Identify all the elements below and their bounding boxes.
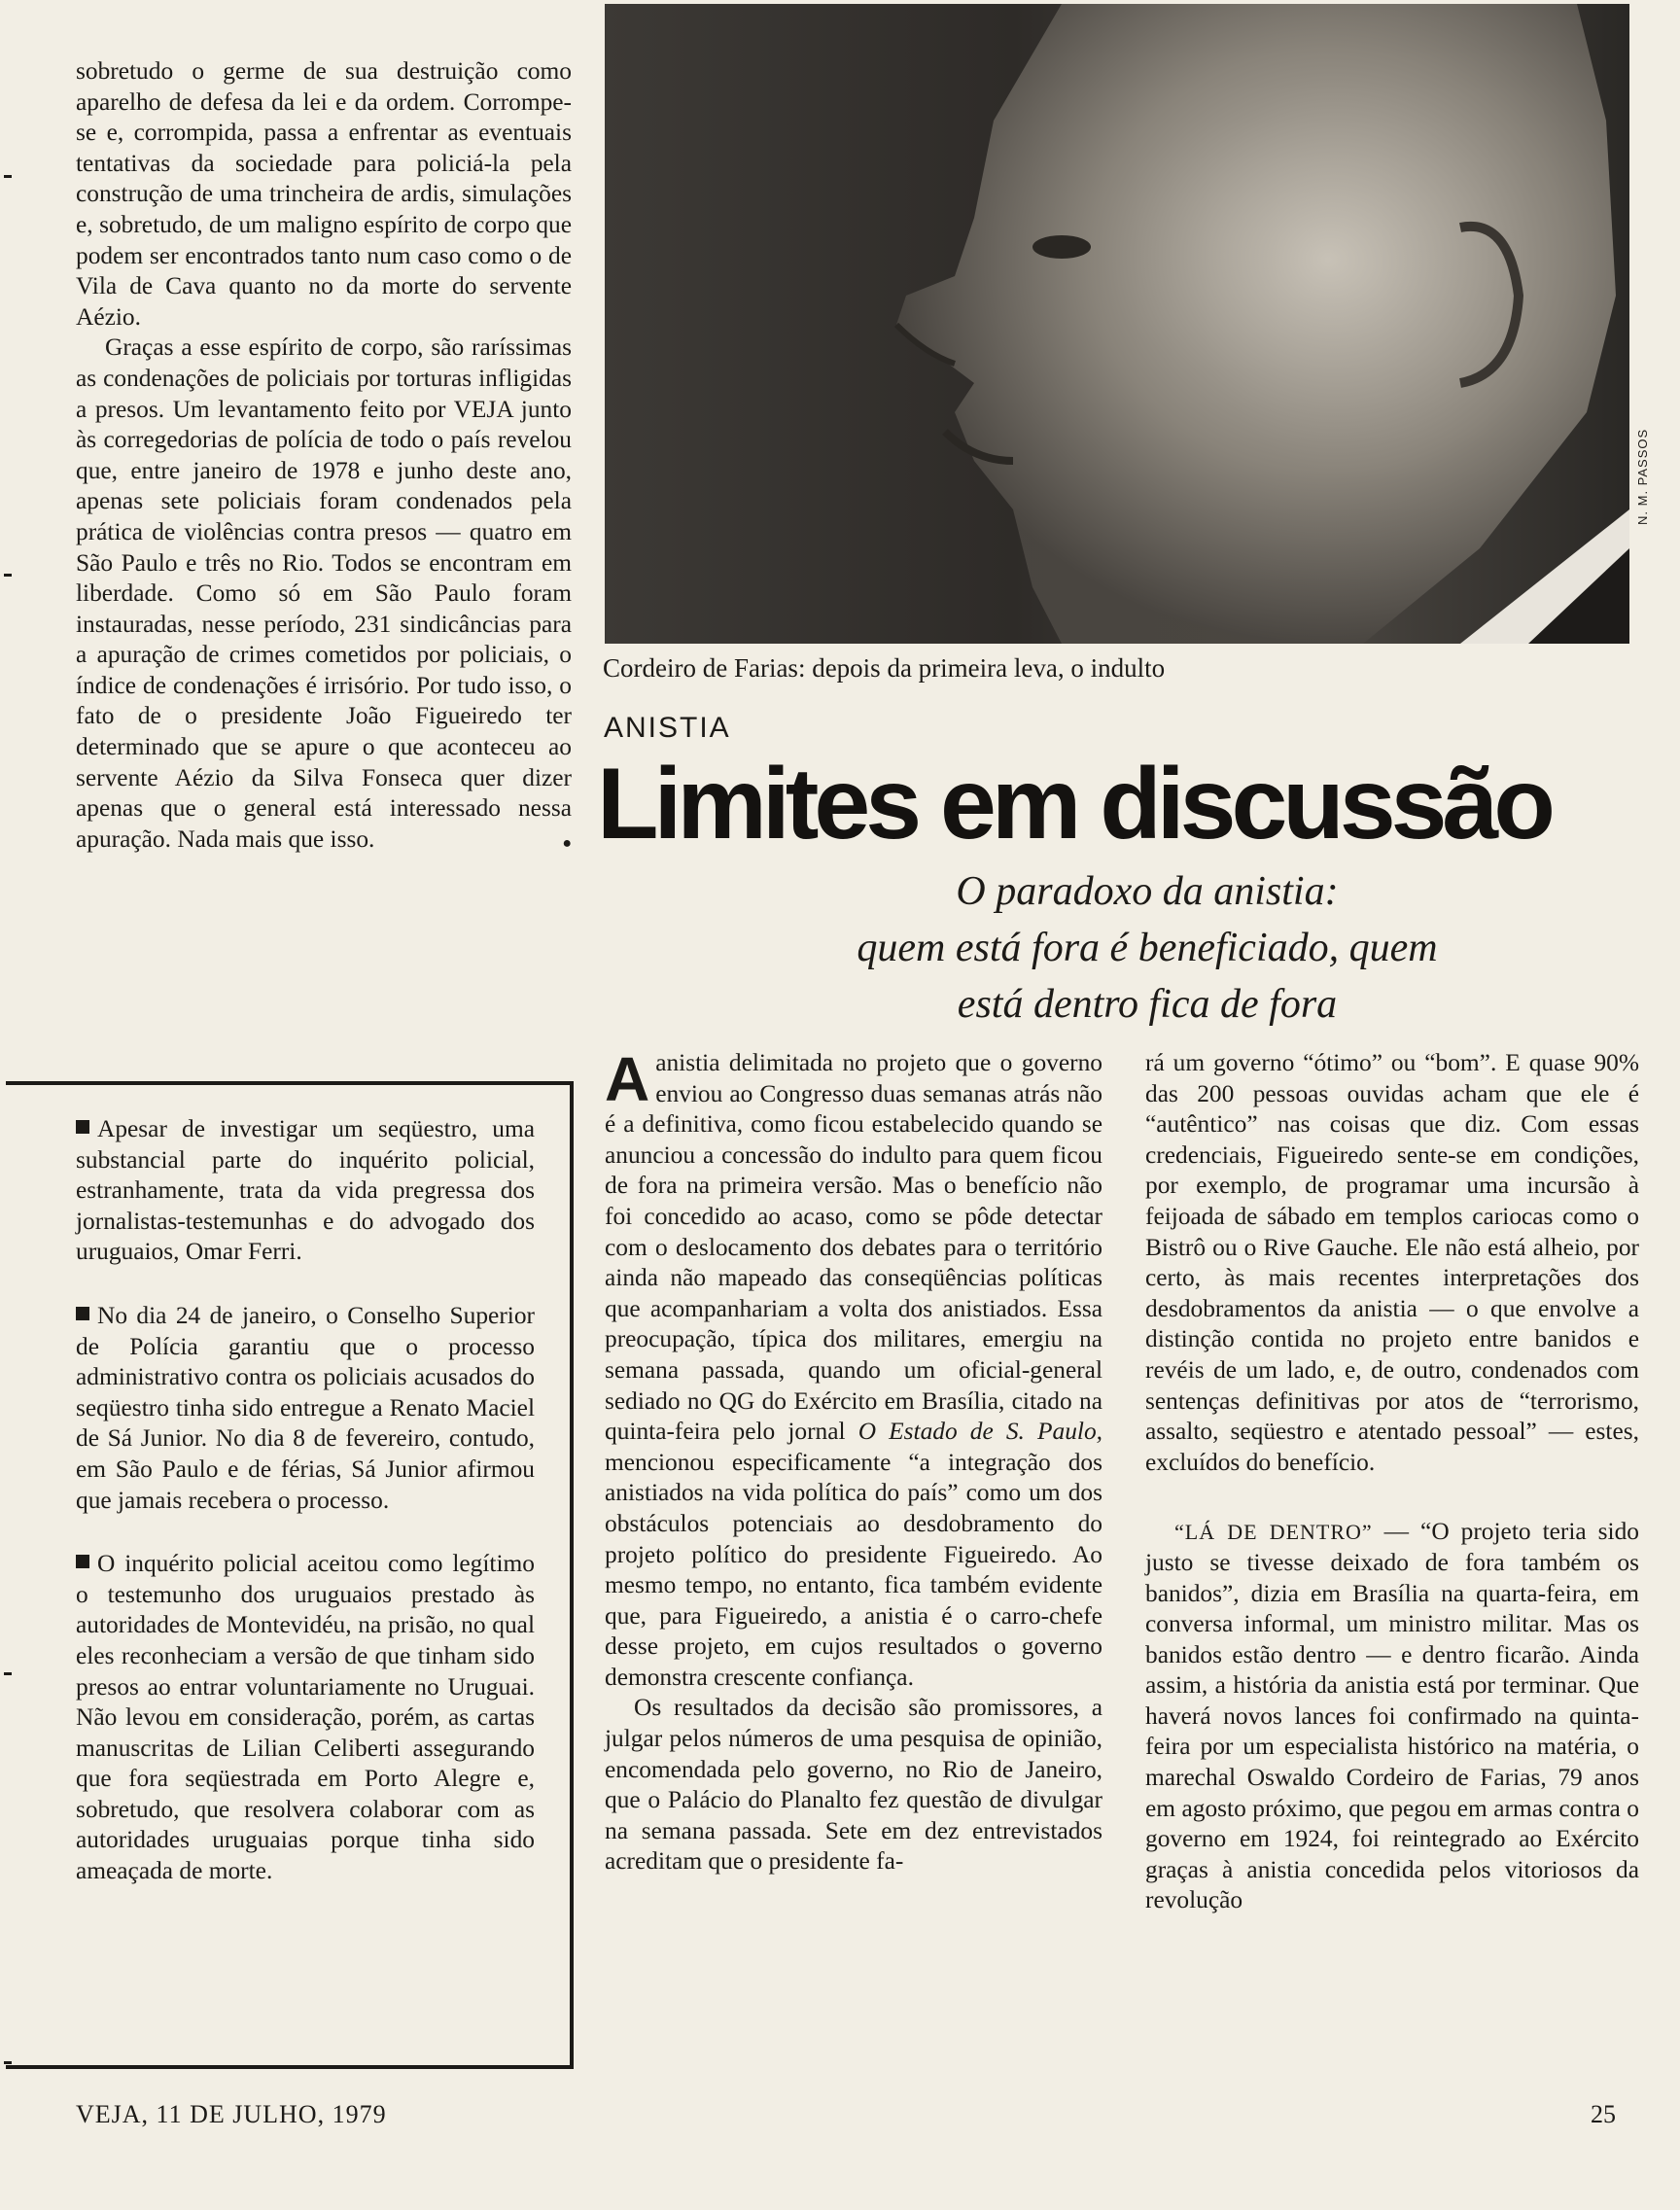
subhead-lead: “LÁ DE DENTRO” [1174, 1520, 1373, 1545]
article-paragraph-1: Aanistia delimitada no projeto que o governo enviou ao Congresso duas semanas atrás não é a definitiva, como ficou estabelecido quando se anunciou a concessão do indulto para quem ficou de fora na primeira versão. Mas o benefício não foi concedido ao acaso, como se pôde detectar com o deslocamento dos debates para o território ainda não mapeado das conseqüências políticas que acompanhariam a volta dos anistiados. Essa preocupação, típica dos militares, emergiu na semana passada, quando um oficial-general sediado no QG do Exército em Brasília, citado na quinta-feira pelo jornal O Estado de S. Paulo, mencionou especificamente “a integração dos anistiados na vida política do país” como um dos obstáculos potenciais ao desdobramento do projeto político do presidente Figueiredo. Ao mesmo tempo, no entanto, fica também evidente que, para Figueiredo, a anistia é o carro-chefe desse projeto, em cujos resultados o governo demonstra crescente confiança. [605, 1044, 1103, 1691]
left-column [76, 56, 572, 859]
margin-tick [4, 175, 12, 178]
left-paragraph-2: Graças a esse espírito de corpo, são raríssimas as condenações de policiais por torturas infligidas a presos. Um levantamento feito por VEJA junto às corregedorias de polícia de todo o país revelou que, entre janeiro de 1978 e junho deste ano, apenas sete policiais foram condenados pela prática de violências contra presos — quatro em São Paulo e três no Rio. Todos se encontram em liberdade. Como só em São Paulo foram instauradas, nesse período, 231 sindicâncias para a apuração de crimes cometidos por policiais, o índice de condenações é irrisório. Por tudo isso, o fato de o presidente João Figueiredo ter determinado que se apure o que aconteceu ao servente Aézio da Silva Fonseca quer dizer apenas que o general está interessado nessa apuração. Nada mais que isso. ● [76, 333, 572, 855]
article-column-1 [605, 1044, 1103, 1877]
article-paragraph-4: “LÁ DE DENTRO” — “O projeto teria sido justo se tivesse deixado de fora também os banidos”, dizia em Brasília na quarta-feira, em conversa informal, um ministro militar. Mas os banidos estão dentro — e dentro ficarão. Ainda assim, a história da anistia está por terminar. Que haverá novos lances foi confirmado na quinta-feira por um especialista histórico na matéria, o marechal Oswaldo Cordeiro de Farias, 79 anos em agosto próximo, que pegou em armas contra o governo em 1924, foi reintegrado ao Exército graças à anistia concedida pelos vitoriosos da revolução [1145, 1518, 1639, 1914]
sidebar-item: O inquérito policial aceitou como legítimo o testemunho dos uruguaios prestado às autoridades de Montevidéu, na prisão, no qual eles reconheciam a versão de que tinham sido presos ao entrar voluntariamente no Uruguai. Não levou em consideração, porém, as cartas manuscritas de Lilian Celiberti assegurando que fora seqüestrada em Porto Alegre e, sobretudo, que resolvera colaborar com as autoridades uruguaias porque tinha sido ameaçada de morte. [76, 1550, 535, 1885]
drop-cap: A [605, 1044, 650, 1114]
newspaper-name: O Estado de S. Paulo, [858, 1418, 1103, 1446]
footer-issue: VEJA, 11 DE JULHO, 1979 [76, 2100, 387, 2128]
deck-line: está dentro fica de fora [957, 982, 1338, 1027]
article-paragraph-2: Os resultados da decisão são promissores, a julgar pelos números de uma pesquisa de opinião, encomendada pelo governo, no Rio de Janeiro, que o Palácio do Planalto fez questão de divulgar na semana passada. Sete em dez entrevistados acreditam que o presidente fa- [605, 1694, 1102, 1876]
sidebar-item: Apesar de investigar um seqüestro, uma substancial parte do inquérito policial, estranhamente, trata da vida pregressa dos jornalistas-testemunhas e do advogado dos uruguaios, Omar Ferri. [76, 1115, 535, 1266]
deck [739, 863, 1556, 1033]
bullet-square-icon [76, 1307, 89, 1320]
section-kicker: ANISTIA [604, 712, 731, 744]
page-number: 25 [1591, 2100, 1616, 2128]
paragraph-spacer [1145, 1478, 1639, 1517]
deck-line: quem está fora é beneficiado, quem [857, 926, 1438, 970]
sidebar-item: No dia 24 de janeiro, o Conselho Superior de Polícia garantiu que o processo administrativo contra os policiais acusados do seqüestro tinha sido entregue a Renato Maciel de Sá Junior. No dia 8 de fevereiro, contudo, em São Paulo e de férias, Sá Junior afirmou que jamais recebera o processo. [76, 1301, 535, 1514]
article-column-2 [1145, 1048, 1639, 1916]
bullet-square-icon [76, 1555, 89, 1568]
headline: Limites em discussão [597, 748, 1551, 860]
sidebar-content [76, 1114, 535, 1920]
portrait-silhouette [605, 4, 1629, 644]
article-paragraph-3: rá um governo “ótimo” ou “bom”. E quase 90% das 200 pessoas ouvidas acham que ele é “autêntico” nas coisas que diz. Com essas credenciais, Figueiredo sente-se em condições, por exemplo, de programar uma incursão à feijoada de sábado em templos cariocas como o Bistrô ou o Rive Gauche. Ele não está alheio, por certo, às mais recentes interpretações dos desdobramentos da anistia — o que envolve a distinção contida no projeto entre banidos e revéis de um lado, e, de outro, condenados com sentenças definitivas por atos de “terrorismo, assalto, seqüestro e atentado pessoal” — estes, excluídos do benefício. [1145, 1049, 1639, 1476]
portrait-photo [605, 4, 1629, 644]
bullet-square-icon [76, 1120, 89, 1134]
photo-caption: Cordeiro de Farias: depois da primeira leva, o indulto [603, 653, 1166, 683]
deck-line: O paradoxo da anistia: [956, 869, 1339, 914]
left-paragraph-1: sobretudo o germe de sua destruição como aparelho de defesa da lei e da ordem. Corrompe-se e, corrompida, passa a enfrentar as eventuais tentativas da sociedade para policiá-la pela construção de uma trincheira de ardis, simulações e, sobretudo, de um maligno espírito de corpo que podem ser encontrados tanto num caso como o de Vila de Cava quanto no da morte do servente Aézio. [76, 57, 572, 331]
margin-tick [4, 574, 12, 577]
photo-credit: N. M. PASSOS [1635, 428, 1650, 525]
